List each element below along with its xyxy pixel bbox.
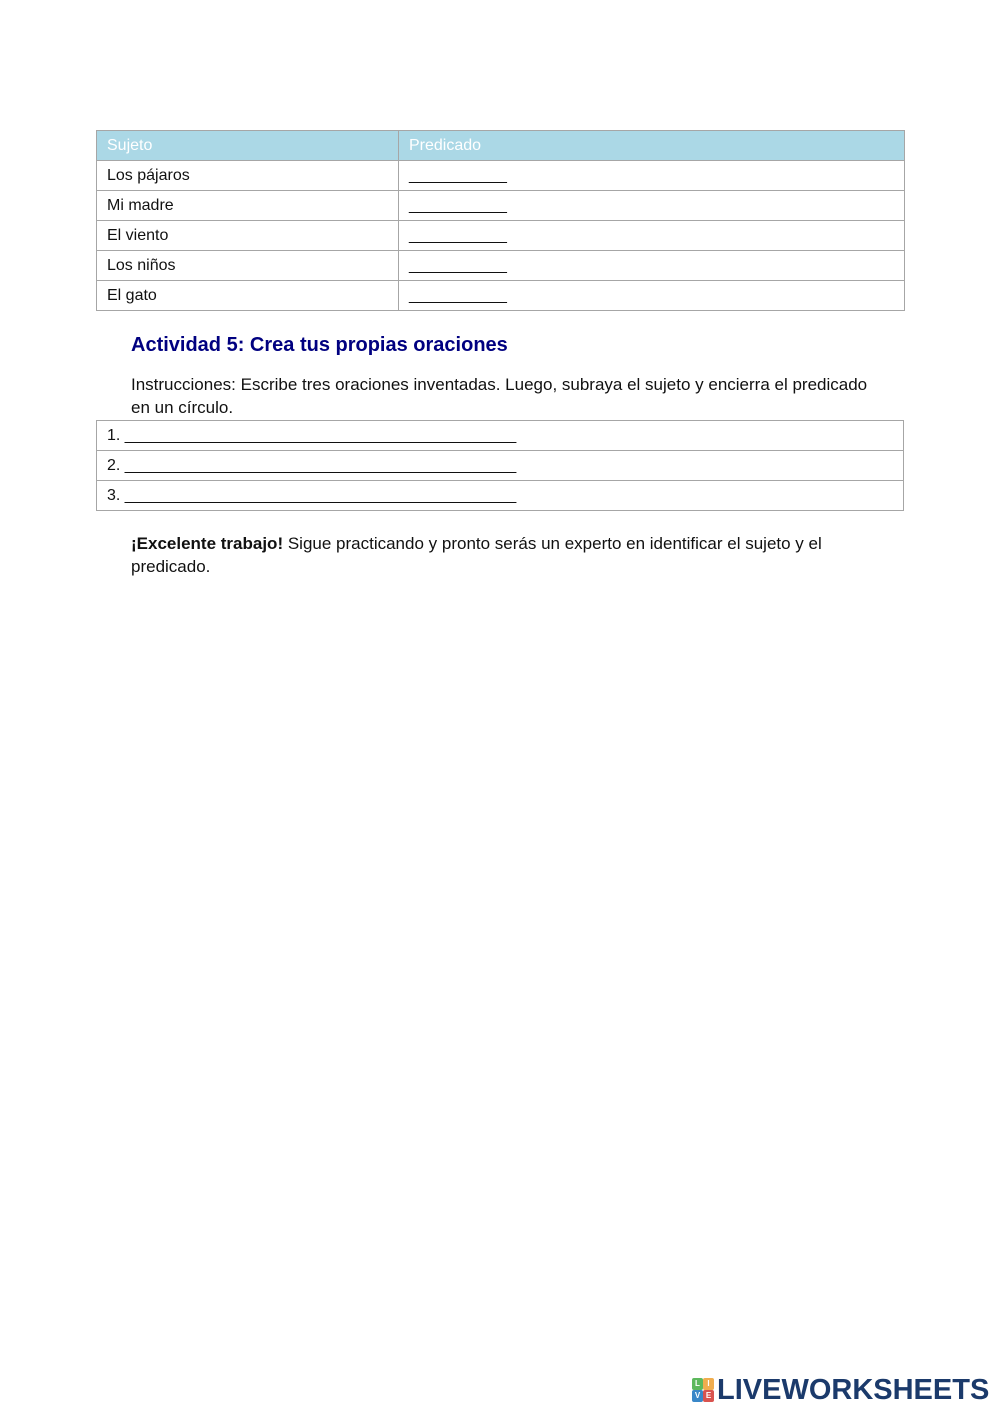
liveworksheets-logo (692, 1375, 989, 1405)
closing-bold: ¡Excelente trabajo! (131, 534, 284, 553)
logo-letter-e: E (703, 1390, 714, 1402)
table-row (97, 191, 905, 221)
predicate-blank[interactable]: ___________ (399, 251, 905, 281)
sentence-lines-table (96, 420, 904, 511)
sentence-line-2[interactable]: 2. ____________________________________________ (97, 451, 904, 481)
logo-mark-icon (692, 1378, 714, 1402)
table-header-row (97, 131, 905, 161)
activity5-title: Actividad 5: Crea tus propias oraciones (131, 334, 508, 356)
logo-letter-i: I (703, 1378, 714, 1390)
closing-text: Sigue practicando y pronto serás un experto en identificar el sujeto y el predicado. (131, 534, 822, 576)
logo-letter-v: V (692, 1390, 703, 1402)
subject-predicate-table (96, 130, 905, 311)
subject-cell: Mi madre (97, 191, 399, 221)
predicate-blank[interactable]: ___________ (399, 281, 905, 311)
predicate-blank[interactable]: ___________ (399, 221, 905, 251)
header-predicado: Predicado (399, 131, 905, 161)
sentence-line-1[interactable]: 1. ____________________________________________ (97, 421, 904, 451)
sentence-line-3[interactable]: 3. ____________________________________________ (97, 481, 904, 511)
table-row (97, 161, 905, 191)
subject-cell: Los niños (97, 251, 399, 281)
table-row (97, 481, 904, 511)
activity5-instructions: Instrucciones: Escribe tres oraciones inventadas. Luego, subraya el sujeto y encierra el predicado en un círculo. (131, 375, 868, 417)
predicate-blank[interactable]: ___________ (399, 161, 905, 191)
subject-cell: El gato (97, 281, 399, 311)
closing-message (131, 532, 876, 578)
logo-text: LIVEWORKSHEETS (717, 1373, 990, 1406)
predicate-blank[interactable]: ___________ (399, 191, 905, 221)
logo-letter-l: L (692, 1378, 703, 1390)
table-row (97, 451, 904, 481)
table-row (97, 421, 904, 451)
subject-cell: Los pájaros (97, 161, 399, 191)
subject-cell: El viento (97, 221, 399, 251)
table-row (97, 251, 905, 281)
header-sujeto: Sujeto (97, 131, 399, 161)
table-row (97, 281, 905, 311)
table-row (97, 221, 905, 251)
